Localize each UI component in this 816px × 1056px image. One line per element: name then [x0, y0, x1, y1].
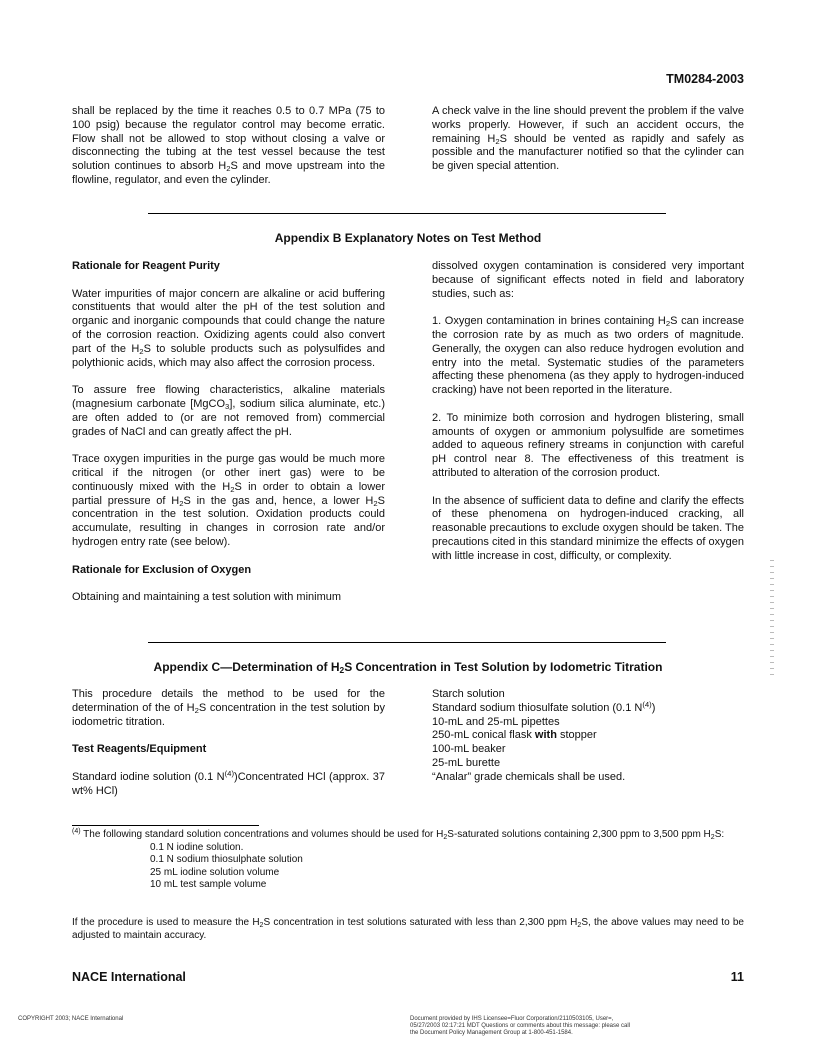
license-line: the Document Policy Management Group at 1-800-451-1584. [410, 1030, 573, 1036]
top-left-column [72, 105, 385, 188]
top-right-column [432, 105, 744, 174]
footnote-separator [72, 825, 259, 826]
subheading-test-reagents: Test Reagents/Equipment [72, 743, 207, 756]
appendix-b-title: Appendix B Explanatory Notes on Test Method [274, 231, 542, 245]
footnote-note: If the procedure is used to measure the $H_2S$ concentration in test solutions saturated with less than 2,300 ppm $H_2S$, the above values may need to be adjusted to maintain accuracy. [72, 917, 744, 941]
list-item: Starch solution [432, 688, 505, 700]
paragraph: 2. To minimize both corrosion and hydrogen blistering, small amounts of oxygen or ammonium polysulfide are sometimes added to aqueous refinery streams in conjunction with careful pH control near 8. The effectiveness of this treatment is attributed to alteration of the corrosion product. [432, 411, 744, 479]
paragraph: Trace oxygen impurities in the purge gas would be much more critical if the nitrogen (or other inert gas) were to be continuously mixed with the $H_2S$ in order to obtain a lower partial pressure of $H_2S$ in the gas and, hence, a lower $H_2S$ concentration in the test solution. Oxidation products could accumulate, resulting in changes in corrosion rate and/or hydrogen entry rate (see below). [72, 453, 386, 548]
list-item: 10-mL and 25-mL pipettes [432, 715, 560, 728]
copyright-notice: COPYRIGHT 2003; NACE International [18, 1016, 124, 1022]
paragraph: Standard iodine solution (0.1 $N^{(4)})Concentrated$ HCl (approx. 37 wt% HCl) [72, 768, 386, 797]
paragraph: shall be replaced by the time it reaches 0.5 to 0.7 MPa (75 to 100 psig) because the regulator control may become erratic. Flow shall not be allowed to stop without closing a valve or disconnecting the tubing at the test vessel because the test solution continues to absorb $H_2S$ and move upstream into the flowline, regulator, and even the cylinder. [72, 105, 386, 186]
appendix-c-equipment-list [432, 688, 744, 785]
list-item: Standard sodium thiosulfate solution (0.1 $N^{(4)}$) [432, 699, 656, 714]
appendix-c-left-column [72, 688, 385, 798]
list-item: 250-mL conical flask with stopper [432, 729, 597, 742]
list-item: 25-mL burette [432, 756, 501, 769]
paragraph: This procedure details the method to be used for the determination of the of $H_2S$ concentration in the test solution by iodometric titration. [72, 688, 385, 728]
license-line: Document provided by IHS Licensee=Fluor Corporation/2110503105, User=, [410, 1016, 614, 1022]
subheading-oxygen-exclusion: Rationale for Exclusion of Oxygen [72, 563, 252, 576]
document-id: TM0284-2003 [666, 72, 744, 86]
list-item: “Analar” grade chemicals shall be used. [432, 770, 626, 783]
paragraph: A check valve in the line should prevent the problem if the valve works properly. However, if such an accident occurs, the remaining $H_2S$ should be vented as rapidly and safely as possible and the manufacturer notified so that the cylinder can be given special attention. [432, 105, 744, 173]
footnote-item: 0.1 N iodine solution. [150, 841, 244, 853]
paragraph: Obtaining and maintaining a test solution with minimum [72, 591, 342, 604]
appendix-c-title: Appendix C—Determination of $H_2S$ Concentration in Test Solution by Iodometric Titration [153, 660, 663, 675]
section-divider [148, 642, 666, 643]
footnote [72, 829, 744, 892]
footnote-item: 25 mL iodine solution volume [150, 866, 280, 878]
footnote-item: 10 mL test sample volume [150, 879, 267, 890]
publisher-name: NACE International [72, 970, 186, 984]
appendix-b-right-column [432, 260, 744, 564]
paragraph: To assure free flowing characteristics, alkaline materials (magnesium carbonate [MgCO$_3$], sodium silica aluminate, etc.) are often added to (or are not removed from) commercial grades of NaCl and can greatly affect the pH. [72, 384, 385, 438]
license-line: 05/27/2003 02:17:21 MDT Questions or comments about this message: please call [410, 1023, 631, 1029]
paragraph: Water impurities of major concern are alkaline or acid buffering constituents that would alter the pH of the test solution and organic and inorganic compounds that could change the nature of the corrosion reaction. Oxidizing agents could also convert part of the $H_2S$ to soluble products such as polysulfides and polythionic acids, which may also affect the corrosion process. [72, 287, 385, 369]
subheading-reagent-purity: Rationale for Reagent Purity [72, 260, 220, 272]
footnote-item: 0.1 N sodium thiosulphate solution [150, 854, 303, 865]
margin-watermark-marks [770, 560, 774, 680]
paragraph: In the absence of sufficient data to define and clarify the effects of these phenomena on hydrogen-induced cracking, all reasonable precautions to exclude oxygen should be taken. The precautions cited in this standard minimize the effects of oxygen with little increase in cost, difficulty, or complexity. [432, 494, 744, 562]
paragraph: dissolved oxygen contamination is considered very important because of significant effects noted in field and laboratory studies, such as: [432, 260, 744, 300]
appendix-b-left-column [72, 260, 385, 605]
license-notice [410, 1016, 710, 1037]
page-number: 11 [730, 970, 744, 984]
list-item: 100-mL beaker [432, 743, 506, 756]
footnote-text: $^{(4)}$ The following standard solution concentrations and volumes should be used for $H_2S$-saturated solutions containing 2,300 ppm to 3,500 ppm $H_2S$: [72, 828, 725, 841]
paragraph: 1. Oxygen contamination in brines containing $H_2S$ can increase the corrosion rate by as much as two orders of magnitude. Generally, the oxygen can also reduce hydrogen evolution and entry into the metal. Systematic studies of the parameters affecting these phenomena (as they apply to hydrogen-induced cracking) have not been reported in the literature. [432, 315, 744, 397]
section-divider [148, 213, 666, 214]
